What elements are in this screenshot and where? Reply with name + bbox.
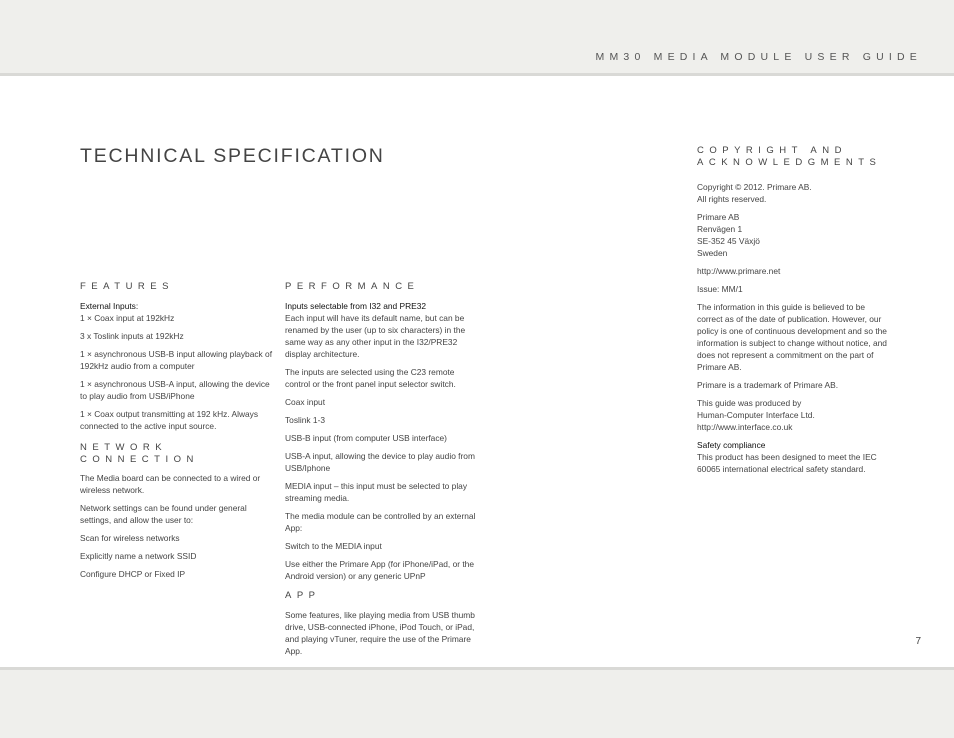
features-item: 3 x Toslink inputs at 192kHz [80, 331, 184, 341]
trademark-text: Primare is a trademark of Primare AB. [697, 380, 839, 390]
app-heading: APP [285, 590, 321, 601]
performance-item: The inputs are selected using the C23 remote control or the front panel input selector switch. [285, 367, 456, 389]
address-line: Renvägen 1 [697, 224, 743, 234]
performance-item: The media module can be controlled by an external App: [285, 511, 476, 533]
features-heading: FEATURES [80, 281, 174, 292]
features-item: 1 × Coax output transmitting at 192 kHz. Always connected to the active input source. [80, 409, 259, 431]
produced-by-block [697, 397, 892, 433]
performance-item: MEDIA input – this input must be selected to play streaming media. [285, 481, 468, 503]
performance-item: USB-B input (from computer USB interface) [285, 433, 447, 443]
copyright-block [697, 181, 892, 205]
app-item: Some features, like playing media from USB thumb drive, USB-connected iPhone, iPod Touch, or iPad, and playing vTuner, require the use of the Primare App. [285, 610, 475, 656]
performance-item: Switch to the MEDIA input [285, 541, 382, 551]
address-line: SE-352 45 Växjö [697, 236, 760, 246]
produced-line: Human-Computer Interface Ltd. [697, 410, 815, 420]
copyright-heading-line2: ACKNOWLEDGMENTS [697, 157, 882, 168]
column-performance [285, 281, 480, 663]
page-title: TECHNICAL SPECIFICATION [80, 145, 385, 167]
safety-text: This product has been designed to meet the IEC 60065 international electrical safety standard. [697, 452, 877, 474]
features-item: 1 × Coax input at 192kHz [80, 313, 175, 323]
performance-item: Each input will have its default name, but can be renamed by the user (up to six characters) in the same way as any other input in the I32/PRE32 display architecture. [285, 313, 466, 359]
copyright-heading-line1: COPYRIGHT AND [697, 145, 847, 156]
performance-item: Use either the Primare App (for iPhone/iPad, or the Android version) or any generic UPnP [285, 559, 475, 581]
network-heading [80, 442, 275, 466]
address-line: Primare AB [697, 212, 740, 222]
performance-item: Toslink 1-3 [285, 415, 326, 425]
network-item: The Media board can be connected to a wired or wireless network. [80, 473, 261, 495]
performance-subheading: Inputs selectable from I32 and PRE32 [285, 301, 427, 311]
address-block [697, 211, 892, 259]
safety-heading: Safety compliance [697, 440, 766, 450]
copyright-line: Copyright © 2012. Primare AB. [697, 182, 812, 192]
network-heading-line1: NETWORK [80, 442, 168, 453]
network-item: Scan for wireless networks [80, 533, 180, 543]
produced-link[interactable]: http://www.interface.co.uk [697, 422, 793, 432]
running-header: MM30 MEDIA MODULE USER GUIDE [595, 51, 922, 63]
performance-item: USB-A input, allowing the device to play audio from USB/Iphone [285, 451, 475, 473]
issue-label: Issue: MM/1 [697, 284, 743, 294]
website-link[interactable]: http://www.primare.net [697, 266, 781, 276]
produced-line: This guide was produced by [697, 398, 802, 408]
disclaimer-text: The information in this guide is believed to be correct as of the date of publication. However, our policy is one of continuous development and so the information is subject to change without notice, and does not represent a commitment on the part of Primare AB. [697, 302, 887, 372]
features-subheading: External Inputs: [80, 301, 139, 311]
copyright-line: All rights reserved. [697, 194, 767, 204]
performance-item: Coax input [285, 397, 326, 407]
column-features [80, 281, 275, 586]
network-item: Explicitly name a network SSID [80, 551, 197, 561]
features-item: 1 × asynchronous USB-B input allowing playback of 192kHz audio from a computer [80, 349, 273, 371]
address-line: Sweden [697, 248, 728, 258]
network-item: Network settings can be found under general settings, and allow the user to: [80, 503, 247, 525]
column-copyright [697, 145, 892, 481]
copyright-heading [697, 145, 892, 169]
performance-heading: PERFORMANCE [285, 281, 420, 292]
page-number: 7 [915, 636, 921, 647]
network-heading-line2: CONNECTION [80, 454, 199, 465]
network-item: Configure DHCP or Fixed IP [80, 569, 186, 579]
features-item: 1 × asynchronous USB-A input, allowing the device to play audio from USB/iPhone [80, 379, 270, 401]
